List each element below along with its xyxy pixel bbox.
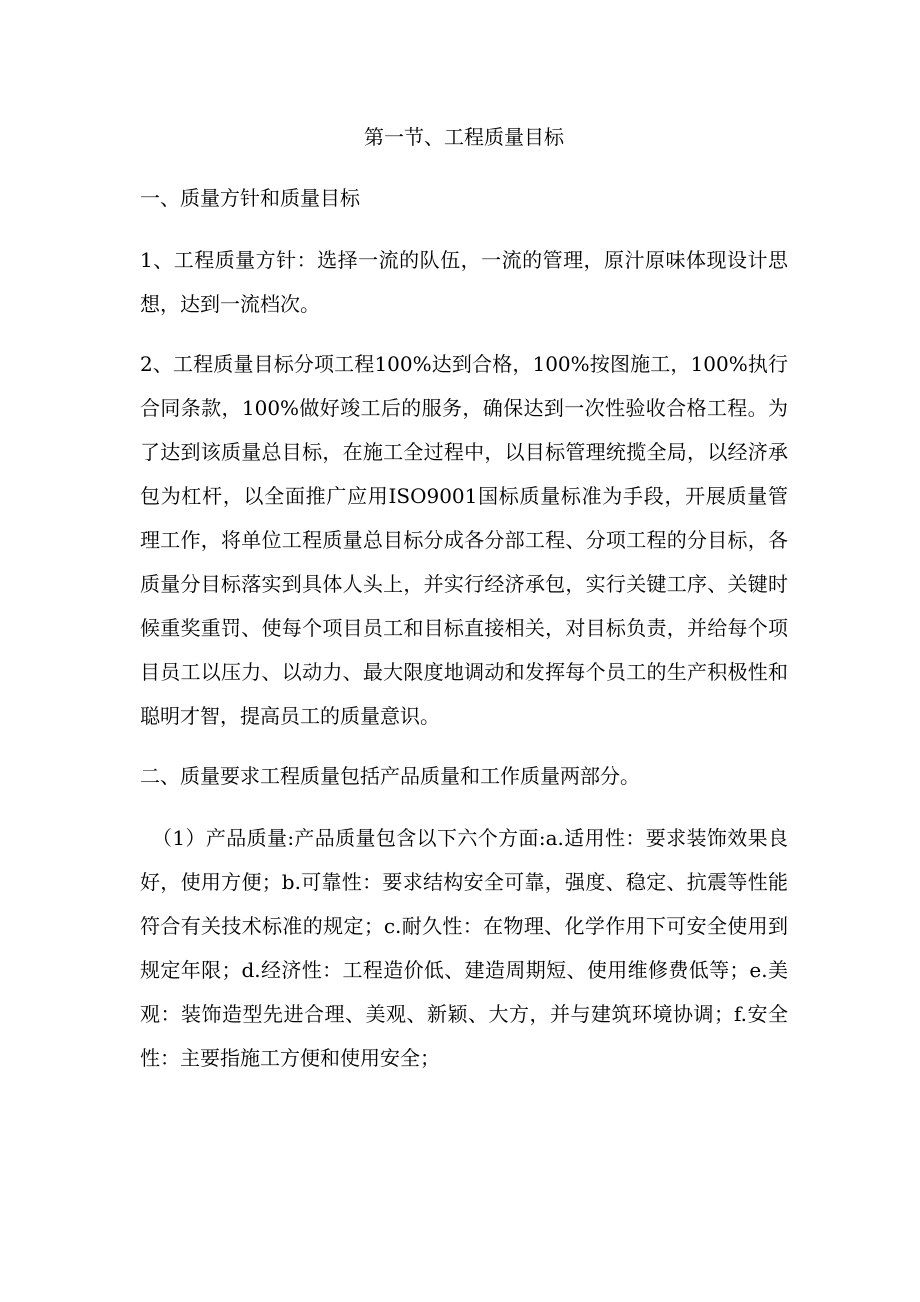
page-title: 第一节、工程质量目标 bbox=[364, 125, 564, 149]
section-heading-quality-policy: 一、质量方针和质量目标 bbox=[140, 186, 360, 210]
paragraph-quality-policy: 1、工程质量方针：选择一流的队伍，一流的管理，原汁原味体现设计思想，达到一流档次。 bbox=[140, 248, 788, 316]
document-body bbox=[140, 118, 788, 1096]
paragraph-product-quality: （1）产品质量:产品质量包含以下六个方面:a.适用性：要求装饰效果良好，使用方便；b.可靠性：要求结构安全可靠，强度、稳定、抗震等性能符合有关技术标准的规定；c.耐久性：在物理、化学作用下可安全使用到规定年限；d.经济性：工程造价低、建造周期短、使用维修费低等；e.美观：装饰造型先进合理、美观、新颖、大方，并与建筑环境协调；f.安全性：主要指施工方便和使用安全； bbox=[140, 826, 788, 1070]
section-heading-quality-requirements: 二、质量要求工程质量包括产品质量和工作质量两部分。 bbox=[140, 764, 640, 788]
paragraph-quality-target: 2、工程质量目标分项工程100%达到合格，100%按图施工，100%执行合同条款，100%做好竣工后的服务，确保达到一次性验收合格工程。为了达到该质量总目标，在施工全过程中，以目标管理统揽全局，以经济承包为杠杆，以全面推广应用ISO9001国标质量标准为手段，开展质量管理工作，将单位工程质量总目标分成各分部工程、分项工程的分目标，各质量分目标落实到具体人头上，并实行经济承包，实行关键工序、关键时候重奖重罚、使每个项目员工和目标直接相关，对目标负责，并给每个项目员工以压力、以动力、最大限度地调动和发挥每个员工的生产积极性和聪明才智，提高员工的质量意识。 bbox=[140, 352, 788, 728]
